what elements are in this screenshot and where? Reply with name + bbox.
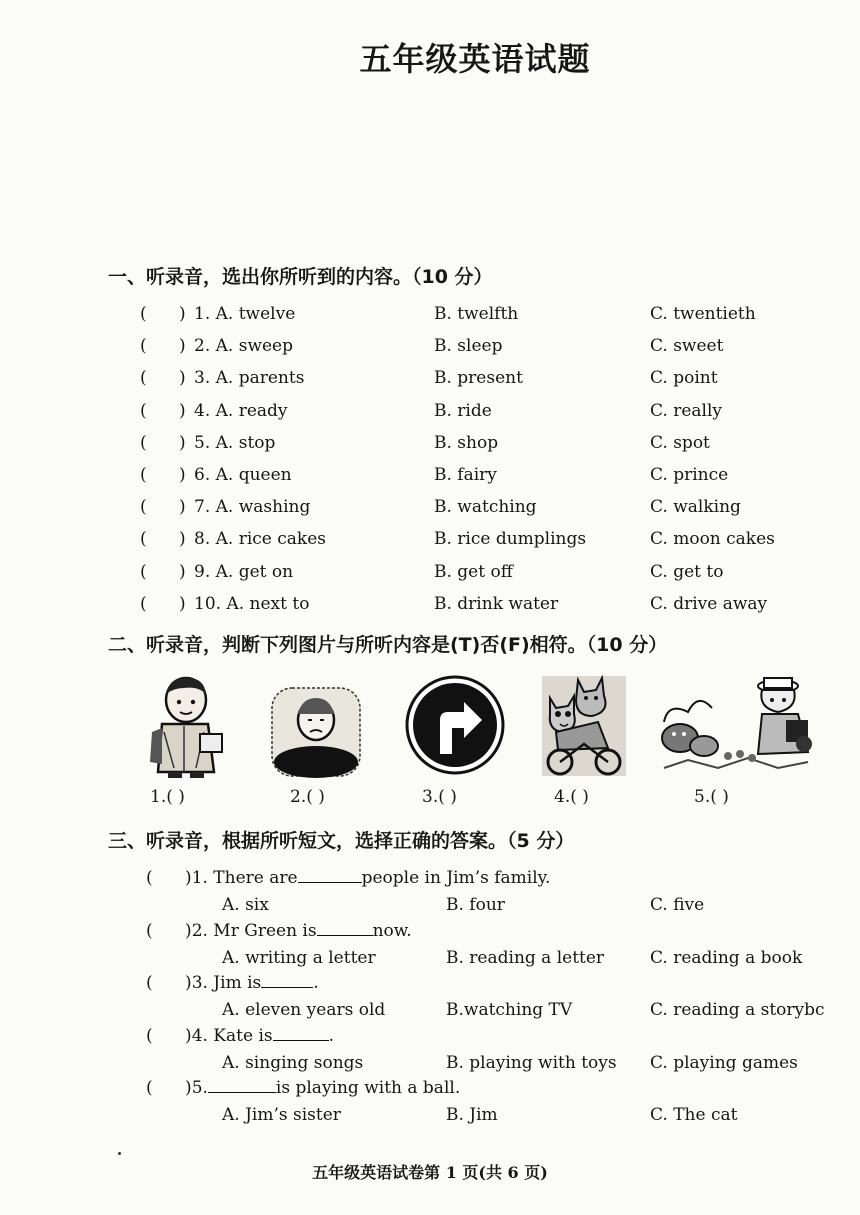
option-a [194,594,309,614]
picture-2-label: 2.( ) [290,787,325,807]
question-number: 9. [194,561,211,582]
option-a [194,433,275,453]
option-b: B. drink water [434,593,559,614]
option-a [194,401,288,421]
answer-bracket[interactable]: ( ) [140,336,186,357]
option-b: B. playing with toys [446,1052,617,1073]
option-a-text: A. parents [215,368,305,389]
stem-start: 1. There are [191,868,298,888]
option-a-text: A. rice cakes [215,529,327,550]
option-a [194,529,326,549]
answer-bracket[interactable]: ( ) [140,465,186,485]
picture-1-label: 1.( ) [150,787,185,807]
option-b: B. watching [434,497,537,518]
question-stem [146,868,550,888]
option-c: C. twentieth [650,304,756,324]
sick-person-in-bed-icon [266,682,366,786]
option-a-text: A. washing [215,497,311,518]
stem-start: 4. Kate is [191,1025,273,1046]
answer-bracket[interactable]: ( ) [146,1078,192,1098]
question-stem [146,1026,334,1046]
question-row [140,336,840,364]
question-number: 10. [194,593,222,614]
option-c: C. sweet [650,336,724,357]
option-c: C. really [650,400,723,421]
picture-5-label: 5.( ) [694,787,729,807]
section-1-heading: 一、听录音，选出你所听到的内容。（10 分） [108,266,493,288]
fill-blank [317,921,373,936]
answer-bracket[interactable]: ( ) [140,368,186,389]
answer-bracket[interactable]: ( ) [146,920,192,941]
option-a [194,304,295,324]
boy-with-jacket-icon [144,672,234,784]
option-b: B. reading a letter [446,947,605,968]
option-b: B. present [434,368,523,389]
option-c: C. walking [650,497,741,518]
stem-end: . [328,1025,335,1046]
answer-bracket[interactable]: ( ) [146,868,192,888]
option-a-text: A. next to [226,593,310,614]
cats-on-bicycle-icon [538,672,630,784]
question-number: 4. [194,400,211,421]
question-row [140,368,840,396]
question-row [140,562,840,590]
option-a: A. writing a letter [222,947,376,968]
stem-end: people in Jim’s family. [361,868,551,888]
question-number: 3. [194,368,211,389]
stem-start: 2. Mr Green is [191,920,317,941]
option-a [194,368,304,388]
question-stem [146,973,319,993]
fill-blank [273,1026,329,1041]
option-c: C. The cat [650,1105,738,1125]
option-a-text: A. stop [215,432,276,453]
option-a-text: A. ready [215,400,288,421]
question-row [140,304,840,332]
option-b: B. shop [434,432,499,453]
question-stem [146,1078,460,1098]
option-b: B. sleep [434,336,503,357]
option-a: A. eleven years old [222,1000,386,1020]
answer-bracket[interactable]: ( ) [140,593,186,614]
option-b: B. fairy [434,465,497,485]
option-a: A. six [222,895,269,915]
question-number: 5. [194,432,211,453]
option-c: C. five [650,895,705,915]
answer-bracket[interactable]: ( ) [146,1025,192,1046]
fill-blank [261,973,313,988]
option-b: B. get off [434,561,513,582]
option-a [194,336,293,356]
option-c: C. moon cakes [650,529,775,550]
option-c: C. reading a book [650,947,803,968]
question-row [140,497,840,525]
question-number: 1. [194,304,211,324]
option-b: B. rice dumplings [434,529,587,550]
speck-dot [118,1152,121,1155]
option-b: B. Jim [446,1105,498,1125]
question-row [140,401,840,429]
option-c: C. point [650,368,718,389]
stem-end: is playing with a ball. [275,1078,461,1098]
page-footer: 五年级英语试卷第 1 页(共 6 页) [312,1163,548,1182]
option-c: C. drive away [650,593,768,614]
answer-bracket[interactable]: ( ) [140,432,186,453]
fill-blank [208,1078,276,1093]
question-stem [146,921,412,941]
option-a [194,497,310,517]
section-2-heading: 二、听录音，判断下列图片与所听内容是(T)否(F)相符。（10 分） [108,634,668,656]
option-a-text: A. sweep [215,336,294,357]
stem-start: 5. [191,1078,208,1098]
question-number: 2. [194,336,211,357]
stem-end: now. [372,920,412,941]
option-c: C. playing games [650,1052,798,1073]
fill-blank [298,868,362,883]
question-number: 6. [194,465,211,485]
stem-start: 3. Jim is [191,973,262,993]
picture-4-label: 4.( ) [554,787,589,807]
answer-bracket[interactable]: ( ) [140,529,186,550]
question-number: 7. [194,497,211,518]
question-row [140,594,840,622]
option-b: B.watching TV [446,1000,573,1020]
answer-bracket[interactable]: ( ) [140,497,186,518]
option-a-text: A. get on [215,561,294,582]
option-a-text: A. queen [215,465,292,485]
answer-bracket[interactable]: ( ) [146,973,192,993]
option-c: C. get to [650,561,724,582]
question-row [140,529,840,557]
option-a [194,465,292,485]
option-b: B. four [446,895,505,915]
stem-end: . [313,973,319,993]
option-c: C. reading a storybc [650,1000,825,1020]
answer-bracket[interactable]: ( ) [140,561,186,582]
option-a: A. Jim’s sister [222,1105,341,1125]
option-c: C. spot [650,432,710,453]
option-a [194,562,293,582]
option-b: B. twelfth [434,304,519,324]
option-b: B. ride [434,400,492,421]
picture-row [138,672,828,812]
mice-and-cat-icon [658,672,813,784]
answer-bracket[interactable]: ( ) [140,400,186,421]
option-a: A. singing songs [222,1052,364,1073]
picture-3-label: 3.( ) [422,787,457,807]
section-3-heading: 三、听录音，根据所听短文，选择正确的答案。（5 分） [108,830,575,852]
answer-bracket[interactable]: ( ) [140,304,186,324]
turn-right-sign-icon [404,674,506,780]
option-c: C. prince [650,465,729,485]
question-row [140,465,840,493]
page-title: 五年级英语试题 [359,40,591,78]
option-a-text: A. twelve [215,304,296,324]
question-row [140,433,840,461]
question-number: 8. [194,529,211,550]
